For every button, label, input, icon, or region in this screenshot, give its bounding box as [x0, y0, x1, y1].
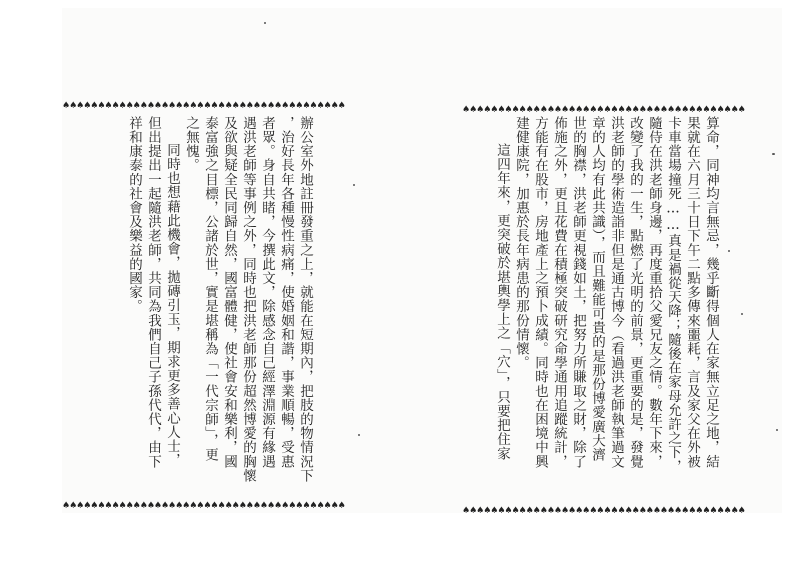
text-column: ，治好長年各種慢性病痛，使婚姻和諧，事業順暢，受惠: [278, 116, 294, 469]
text-column: 方能有在股市，房地產上之預卜成績。同時也在困境中興: [532, 116, 548, 469]
text-column: 及欲與疑全民同歸自然，國富體健，使社會安和樂利，國: [221, 116, 237, 469]
scan-speck: [776, 429, 778, 431]
text-column: 者眾。身自共睹，今撰此文，除感念自己經澤淵源有緣遇: [259, 116, 275, 469]
text-column: 之無愧。: [183, 116, 199, 173]
scan-speck: [728, 250, 730, 252]
scan-speck: [741, 313, 743, 315]
right-page: [462, 0, 745, 516]
text-column: 祥和康泰的社會及樂益的國家。: [126, 116, 142, 314]
text-column: 辦公室外地註冊發重之上，就能在短期內，把肢的物情況下: [297, 116, 313, 483]
scan-speck: [358, 434, 360, 436]
text-column: 建健康院，加惠於長年病患的那份情懷。: [513, 116, 529, 370]
text-column: 世的胸襟，洪老師更視錢如土，把努力所賺取之財，除了: [570, 116, 586, 469]
text-column: 章的人均有此共識），而且難能可貴的是那份博愛廣大濟: [589, 116, 605, 462]
left-page: [62, 0, 345, 511]
text-column: 這四年來，更突破於堪輿學上之「穴」，只要把住家: [494, 143, 510, 461]
ornament-border-bottom: ♠♠♠♠♠♠♠♠♠♠♠♠♠♠♠♠♠♠♠♠♠♠♠♠♠♠♠♠♠♠♠♠♠♠♠♠♠♠♠♠: [62, 501, 345, 511]
ornament-border-top: ♠♠♠♠♠♠♠♠♠♠♠♠♠♠♠♠♠♠♠♠♠♠♠♠♠♠♠♠♠♠♠♠♠♠♠♠♠♠♠♠: [462, 105, 745, 115]
text-column: 佈施之外，更且花費在積極突破研究命學通用追蹤統計，: [551, 116, 567, 469]
text-column: 算命，同神均言無忌，幾乎斷得個人在家無立足之地，結: [703, 116, 719, 469]
left-page-text-columns: [104, 116, 314, 496]
right-page-text-columns: [492, 116, 720, 496]
text-column: 同時也想藉此機會，拋磚引玉，期求更多善心人士，: [164, 143, 180, 468]
text-column: 果就在六月三十日下午二點多傳來噩耗，言及家父在外被: [684, 116, 700, 469]
text-column: 遇洪老師等事例之外，同時也把洪老師那份超然博愛的胸懷: [240, 116, 256, 483]
scan-speck: [353, 184, 355, 186]
ornament-border-bottom: ♠♠♠♠♠♠♠♠♠♠♠♠♠♠♠♠♠♠♠♠♠♠♠♠♠♠♠♠♠♠♠♠♠♠♠♠♠♠♠♠: [462, 506, 745, 516]
ornament-border-top: ♠♠♠♠♠♠♠♠♠♠♠♠♠♠♠♠♠♠♠♠♠♠♠♠♠♠♠♠♠♠♠♠♠♠♠♠♠♠♠♠: [62, 101, 345, 111]
text-column: 但出提出一起隨洪老師，共同為我們自己子孫代代，由下: [145, 116, 161, 469]
text-column: 卡車當場撞死……真是禍從天降；隨後在家母允許之下，: [665, 116, 681, 474]
scan-speck: [772, 153, 775, 155]
scan-speck: [264, 22, 266, 24]
text-column: 隨侍在洪老師身邊，再度重拾父愛兄友之情。數年下來，: [646, 116, 662, 469]
text-column: 改變了我的一生，點燃了光明的前景，更重要的是，發覺: [627, 116, 643, 469]
text-column: 泰富強之目標，公諸於世，實是堪稱為「一代宗師」，更: [202, 116, 218, 462]
text-column: 洪老師的學術造詣非但是通古博今（看過洪老師執筆過文: [608, 116, 624, 469]
